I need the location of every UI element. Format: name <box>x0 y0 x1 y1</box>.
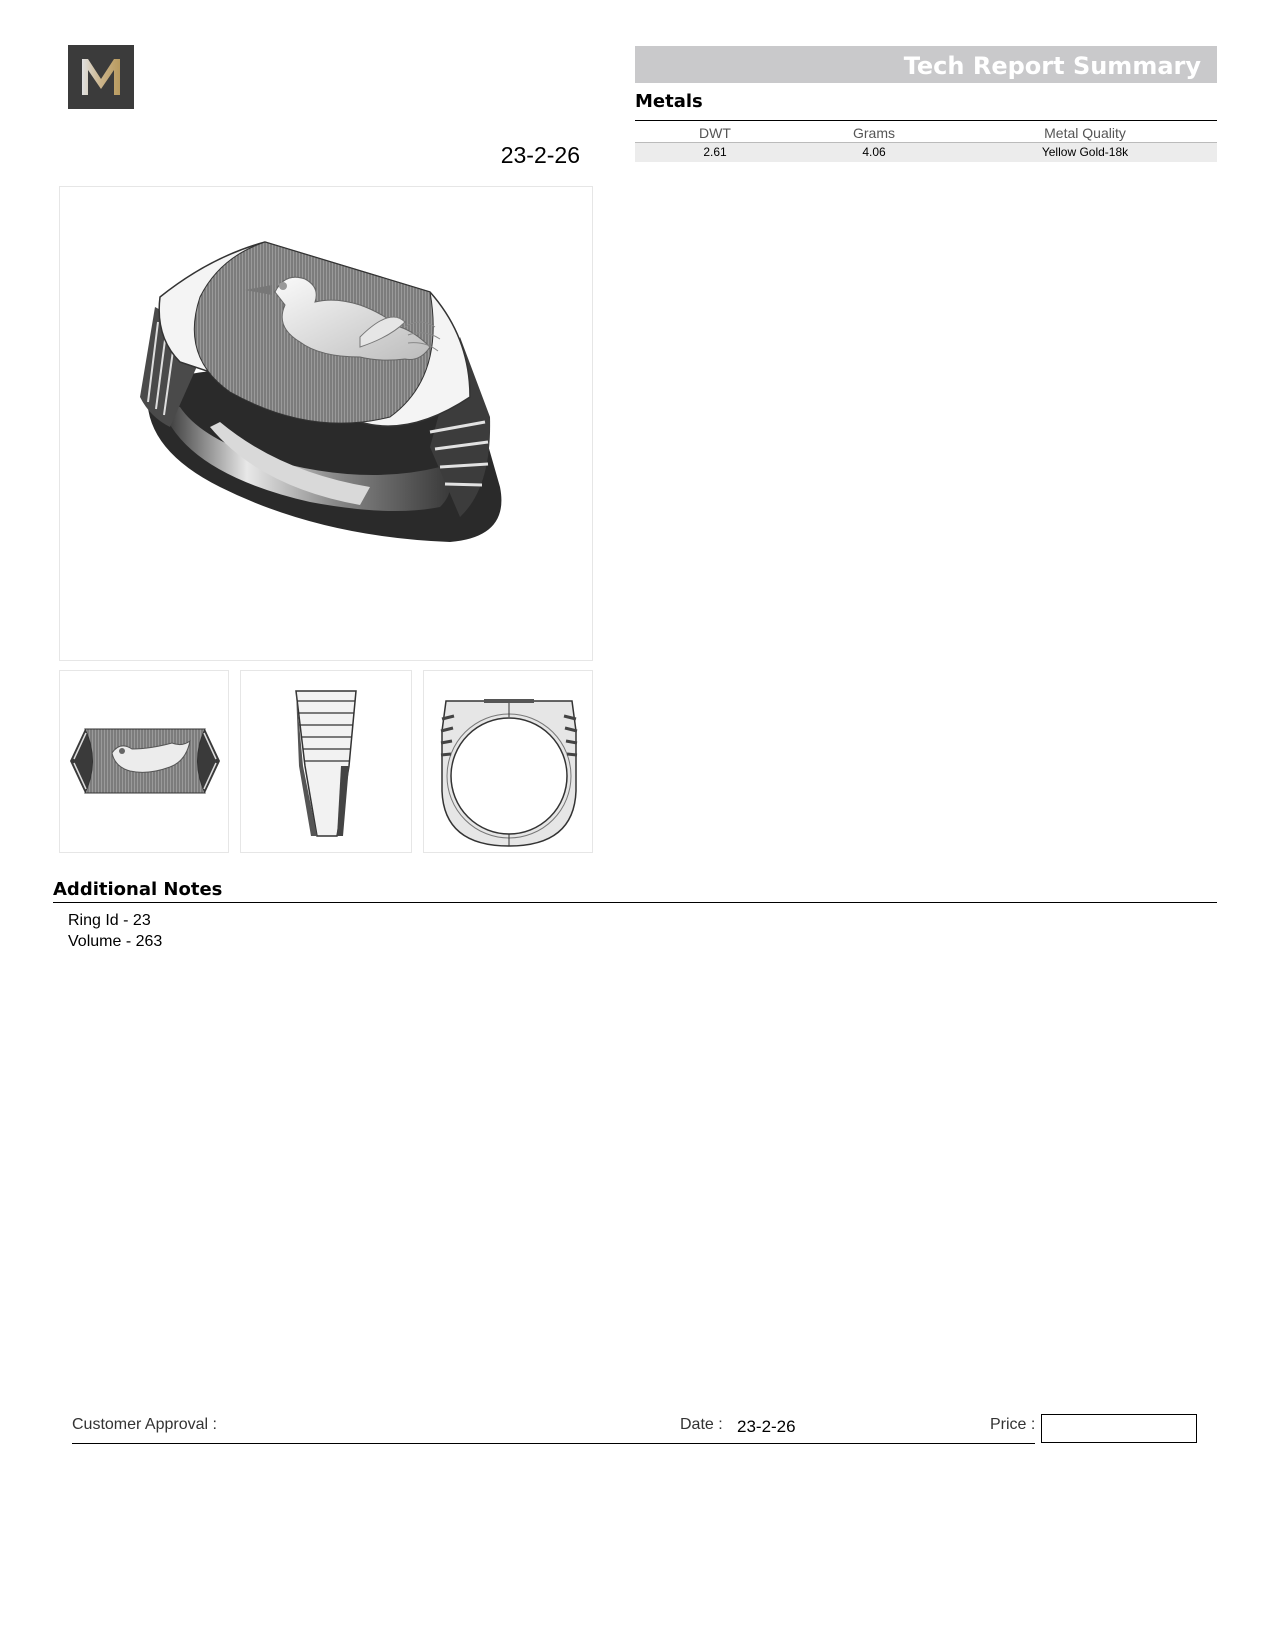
logo-m-icon <box>68 45 134 109</box>
table-row <box>635 143 1217 162</box>
ring-top-image <box>60 671 229 853</box>
metal-quality-value: Yellow Gold-18k <box>1041 145 1129 159</box>
col-dwt: DWT <box>699 125 731 141</box>
ring-perspective-view <box>59 186 593 661</box>
col-grams: Grams <box>853 125 895 141</box>
date-label: Date : <box>680 1416 723 1433</box>
price-label: Price : <box>990 1416 1036 1433</box>
ring-top-view <box>59 670 229 853</box>
price-field[interactable] <box>1041 1414 1197 1443</box>
ring-side-image <box>241 671 412 853</box>
date-value: 23-2-26 <box>737 1417 796 1436</box>
metals-heading: Metals <box>635 91 703 112</box>
report-title: Tech Report Summary <box>635 46 1217 83</box>
metals-header-row <box>635 121 1217 143</box>
ring-front-image <box>424 671 593 853</box>
customer-approval-label: Customer Approval : <box>72 1416 217 1433</box>
model-id: 23-2-26 <box>500 142 580 168</box>
ring-perspective-image <box>60 187 593 661</box>
ring-side-view <box>240 670 412 853</box>
metals-table <box>635 121 1217 162</box>
list-item: Volume - 263 <box>68 933 163 950</box>
col-metal-quality: Metal Quality <box>1044 125 1126 141</box>
ring-front-view <box>423 670 593 853</box>
brand-logo <box>68 45 134 109</box>
notes-divider <box>53 902 1217 903</box>
notes-heading: Additional Notes <box>53 879 223 900</box>
list-item: Ring Id - 23 <box>68 912 151 929</box>
signature-line[interactable] <box>72 1443 1035 1444</box>
grams-value: 4.06 <box>862 145 886 159</box>
notes-list <box>68 910 162 952</box>
dwt-value: 2.61 <box>703 145 727 159</box>
